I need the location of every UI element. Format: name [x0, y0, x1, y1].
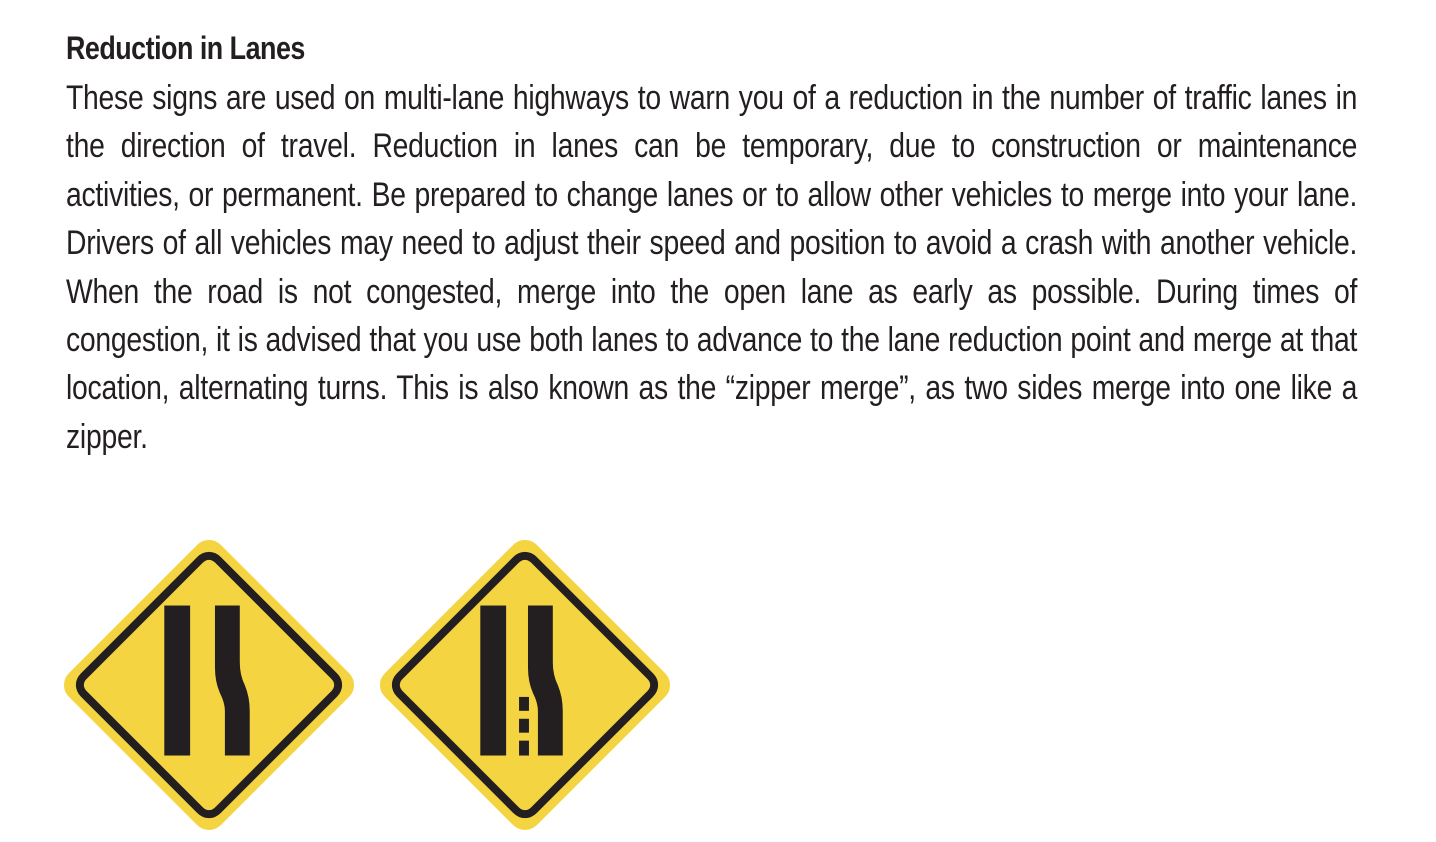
lane-dash — [519, 697, 529, 711]
lane-dash — [519, 719, 529, 733]
sign-diamond-face — [64, 540, 354, 830]
lane-dash — [519, 741, 529, 756]
sign-diamond-face — [380, 540, 670, 830]
right-lane-ends-sign-icon — [60, 536, 358, 834]
right-lane-ends-dashed-sign-icon — [376, 536, 674, 834]
sign-figures — [60, 536, 680, 836]
left-lane-line — [480, 606, 506, 756]
section-heading: Reduction in Lanes — [66, 30, 305, 66]
section-paragraph: These signs are used on multi-lane highways to warn you of a reduction in the number of traffic lanes in the direction of travel. Reduction in lanes can be temporary, due to construction or maintenance activities, or permanent. Be prepared to change lanes or to allow other vehicles to merge into your lane. Drivers of all vehicles may need to adjust their speed and position to avoid a crash with another vehicle. When the road is not congested, merge into the open lane as early as possible. During times of congestion, it is advised that you use both lanes to advance to the lane reduction point and merge at that location, alternating turns. This is also known as the “zipper merge”, as two sides merge into one like a zipper. — [66, 79, 1358, 456]
left-lane-line — [164, 606, 190, 756]
